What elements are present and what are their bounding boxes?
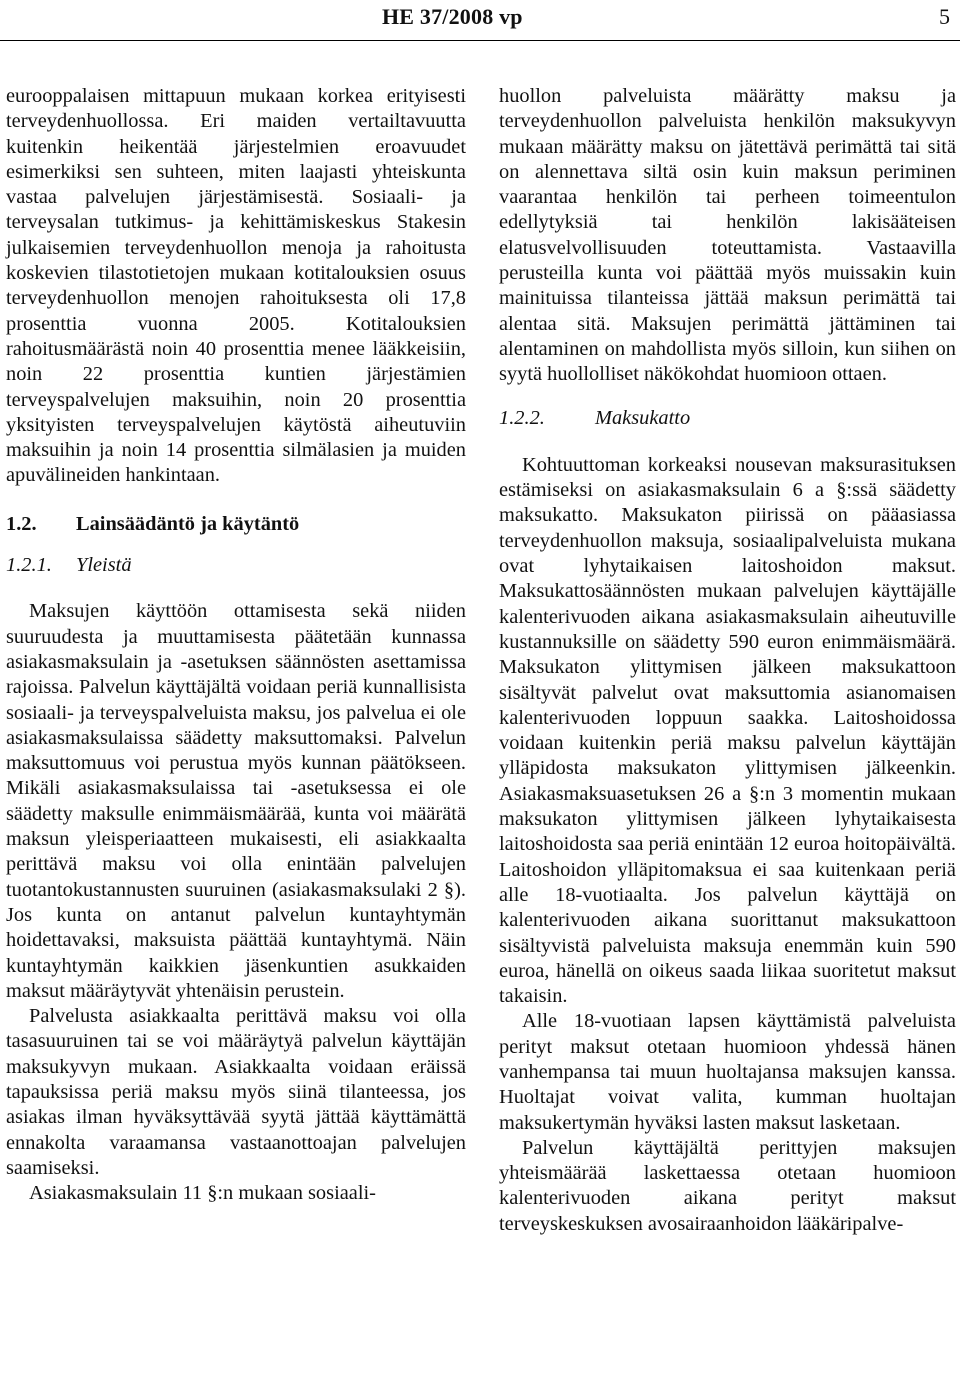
paragraph: eurooppalaisen mittapuun mukaan korkea erityisesti terveydenhuollossa. Eri maiden vertailtavuutta kuitenkin heikentää järjestelmien eroavuudet esimerkiksi sen suhteen, miten laajasti yhteiskunta vastaa palvelujen järjestämisestä. Sosiaali- ja terveysalan tutkimus- ja kehittämiskeskus Stakesin julkaisemien terveydenhuollon menoja ja rahoitusta koskevien tilastotietojen mukaan kotitalouksien osuus terveydenhuollon menojen rahoituksesta oli 17,8 prosenttia vuonna 2005. Kotitalouksien rahoitusmäärästä noin 40 prosenttia menee lääkkeisiin, noin 22 prosenttia kuntien järjestämien terveyspalvelujen maksuihin, noin 20 prosenttia yksityisten terveyspalvelujen käytöstä aiheutuviin maksuihin ja noin 14 prosenttia silmälasien ja muiden apuvälineiden hankintaan. [6,85,466,487]
right-column [499,84,956,1237]
paragraph: huollon palveluista määrätty maksu ja terveydenhuollon palveluista henkilön maksukyvyn mukaan määrätty maksu on jätettävä perimättä tai sitä on alennettava siltä osin kuin maksun periminen vaarantaa henkilön tai perheen toimeentulon edellytyksiä tai henkilön lakisääteisen elatusvelvollisuuden toteuttamista. Vastaavilla perusteilla kunta voi päättää myös muissakin kuin mainituissa tilanteissa jättää maksun perimättä tai alentaa sitä. Maksujen perimättä jättäminen tai alentaminen on mahdollista myös silloin, kun siihen on syytä huollolliset näkökohdat huomioon ottaen. [499,85,956,386]
document-id: HE 37/2008 vp [382,4,523,29]
paragraph: Asiakasmaksulain 11 §:n mukaan sosiaali- [29,1182,376,1205]
page-number: 5 [939,4,950,29]
subsection-number: 1.2.2. [499,406,545,429]
left-column [6,84,466,1206]
subsection-title: Yleistä [76,554,132,577]
section-number: 1.2. [6,512,37,535]
page-header [0,0,960,41]
subsection-heading [6,553,466,578]
paragraph: Kohtuuttoman korkeaksi nousevan maksurasituksen estämiseksi on asiakasmaksulain 6 a §:ssä säädetty maksukatto. Maksukaton piirissä on pääasiassa terveydenhuollon maksuja, sosiaalipalveluista mukana ovat lyhytaikaisen laitoshoidon maksut. Maksukattosäännösten mukaan palvelujen käyttäjälle kalenterivuoden aikana asiakasmaksulain aiheutuville kustannuksille on säädetty 590 euron enimmäismäärä. Maksukaton ylittymisen jälkeen maksukattoon sisältyvät palvelut ovat maksuttomia asianomaisen kalenterivuoden loppuun saakka. Laitoshoidossa voidaan kuitenkin periä maksu palvelun käyttäjän ylläpidosta maksukaton ylittymisen jälkeenkin. Asiakasmaksuasetuksen 26 a §:n 3 momentin mukaan maksukaton ylittymisen jälkeen lyhytaikaisesta laitoshoidosta saa periä enintään 12 euroa hoitopäivältä. Laitoshoidon ylläpitomaksua ei saa kuitenkaan periä alle 18-vuotiaalta. Jos palvelun käyttäjä on kalenterivuoden aikana suorittanut maksukattoon sisältyvistä palveluista maksuja enemmän kuin 590 euroa, hänellä on oikeus saada liikaa suoritetut maksut takaisin. [499,453,956,1008]
subsection-heading [499,406,956,431]
section-title: Lainsäädäntö ja käytäntö [76,512,300,535]
paragraph: Maksujen käyttöön ottamisesta sekä niiden suuruudesta ja muuttamisesta päätetään kunnassa asiakasmaksulain ja -asetuksen säännösten asettamissa rajoissa. Palvelun käyttäjältä voidaan periä kunnallisista sosiaali- ja terveyspalveluista maksu, jos palvelua ei ole asiakasmaksulaissa säädetty maksuttomaksi. Palvelun maksuttomuus voi perustua myös kunnan päätökseen. Mikäli asiakasmaksulaissa tai -asetuksessa ei ole säädetty maksulle enimmäismäärää, kunta voi määrätä maksun yleisperiaatteen mukaisesti, eli asiakkaalta perittävä maksu voi olla enintään palvelujen tuotantokustannusten suuruinen (asiakasmaksulaki 2 §). Jos kunta on antanut palvelun kuntayhtymän hoidettavaksi, maksuista päättää kuntayhtymä. Näin kuntayhtymän kaikkien jäsenkuntien asukkaiden maksut määräytyvät yhtenäisin perustein. [6,600,466,1002]
section-heading [6,512,466,537]
subsection-title: Maksukatto [595,406,691,429]
paragraph: Alle 18-vuotiaan lapsen käyttämistä palveluista perityt maksut otetaan huomioon yhdessä hänen vanhempansa tai muun huoltajansa maksujen kanssa. Huoltajat voivat valita, kumman huoltajan maksukertymän hyväksi lasten maksut lasketaan. [499,1010,956,1134]
subsection-number: 1.2.1. [6,554,52,577]
paragraph: Palvelusta asiakkaalta perittävä maksu voi olla tasasuuruinen tai se voi määräytyä palvelun käyttäjän maksukyvyn mukaan. Asiakkaalta voidaan eräissä tapauksissa periä maksu myös siinä tilanteessa, jos asiakas ilman hyväksyttävää syytä jättää käyttämättä ennakolta varaamansa vastaanottoajan palvelujen saamiseksi. [6,1005,466,1179]
paragraph: Palvelun käyttäjältä perittyjen maksujen yhteismäärää laskettaessa otetaan huomioon kalenterivuoden aikana perityt maksut terveyskeskuksen avosairaanhoidon lääkäripalve- [499,1136,956,1235]
